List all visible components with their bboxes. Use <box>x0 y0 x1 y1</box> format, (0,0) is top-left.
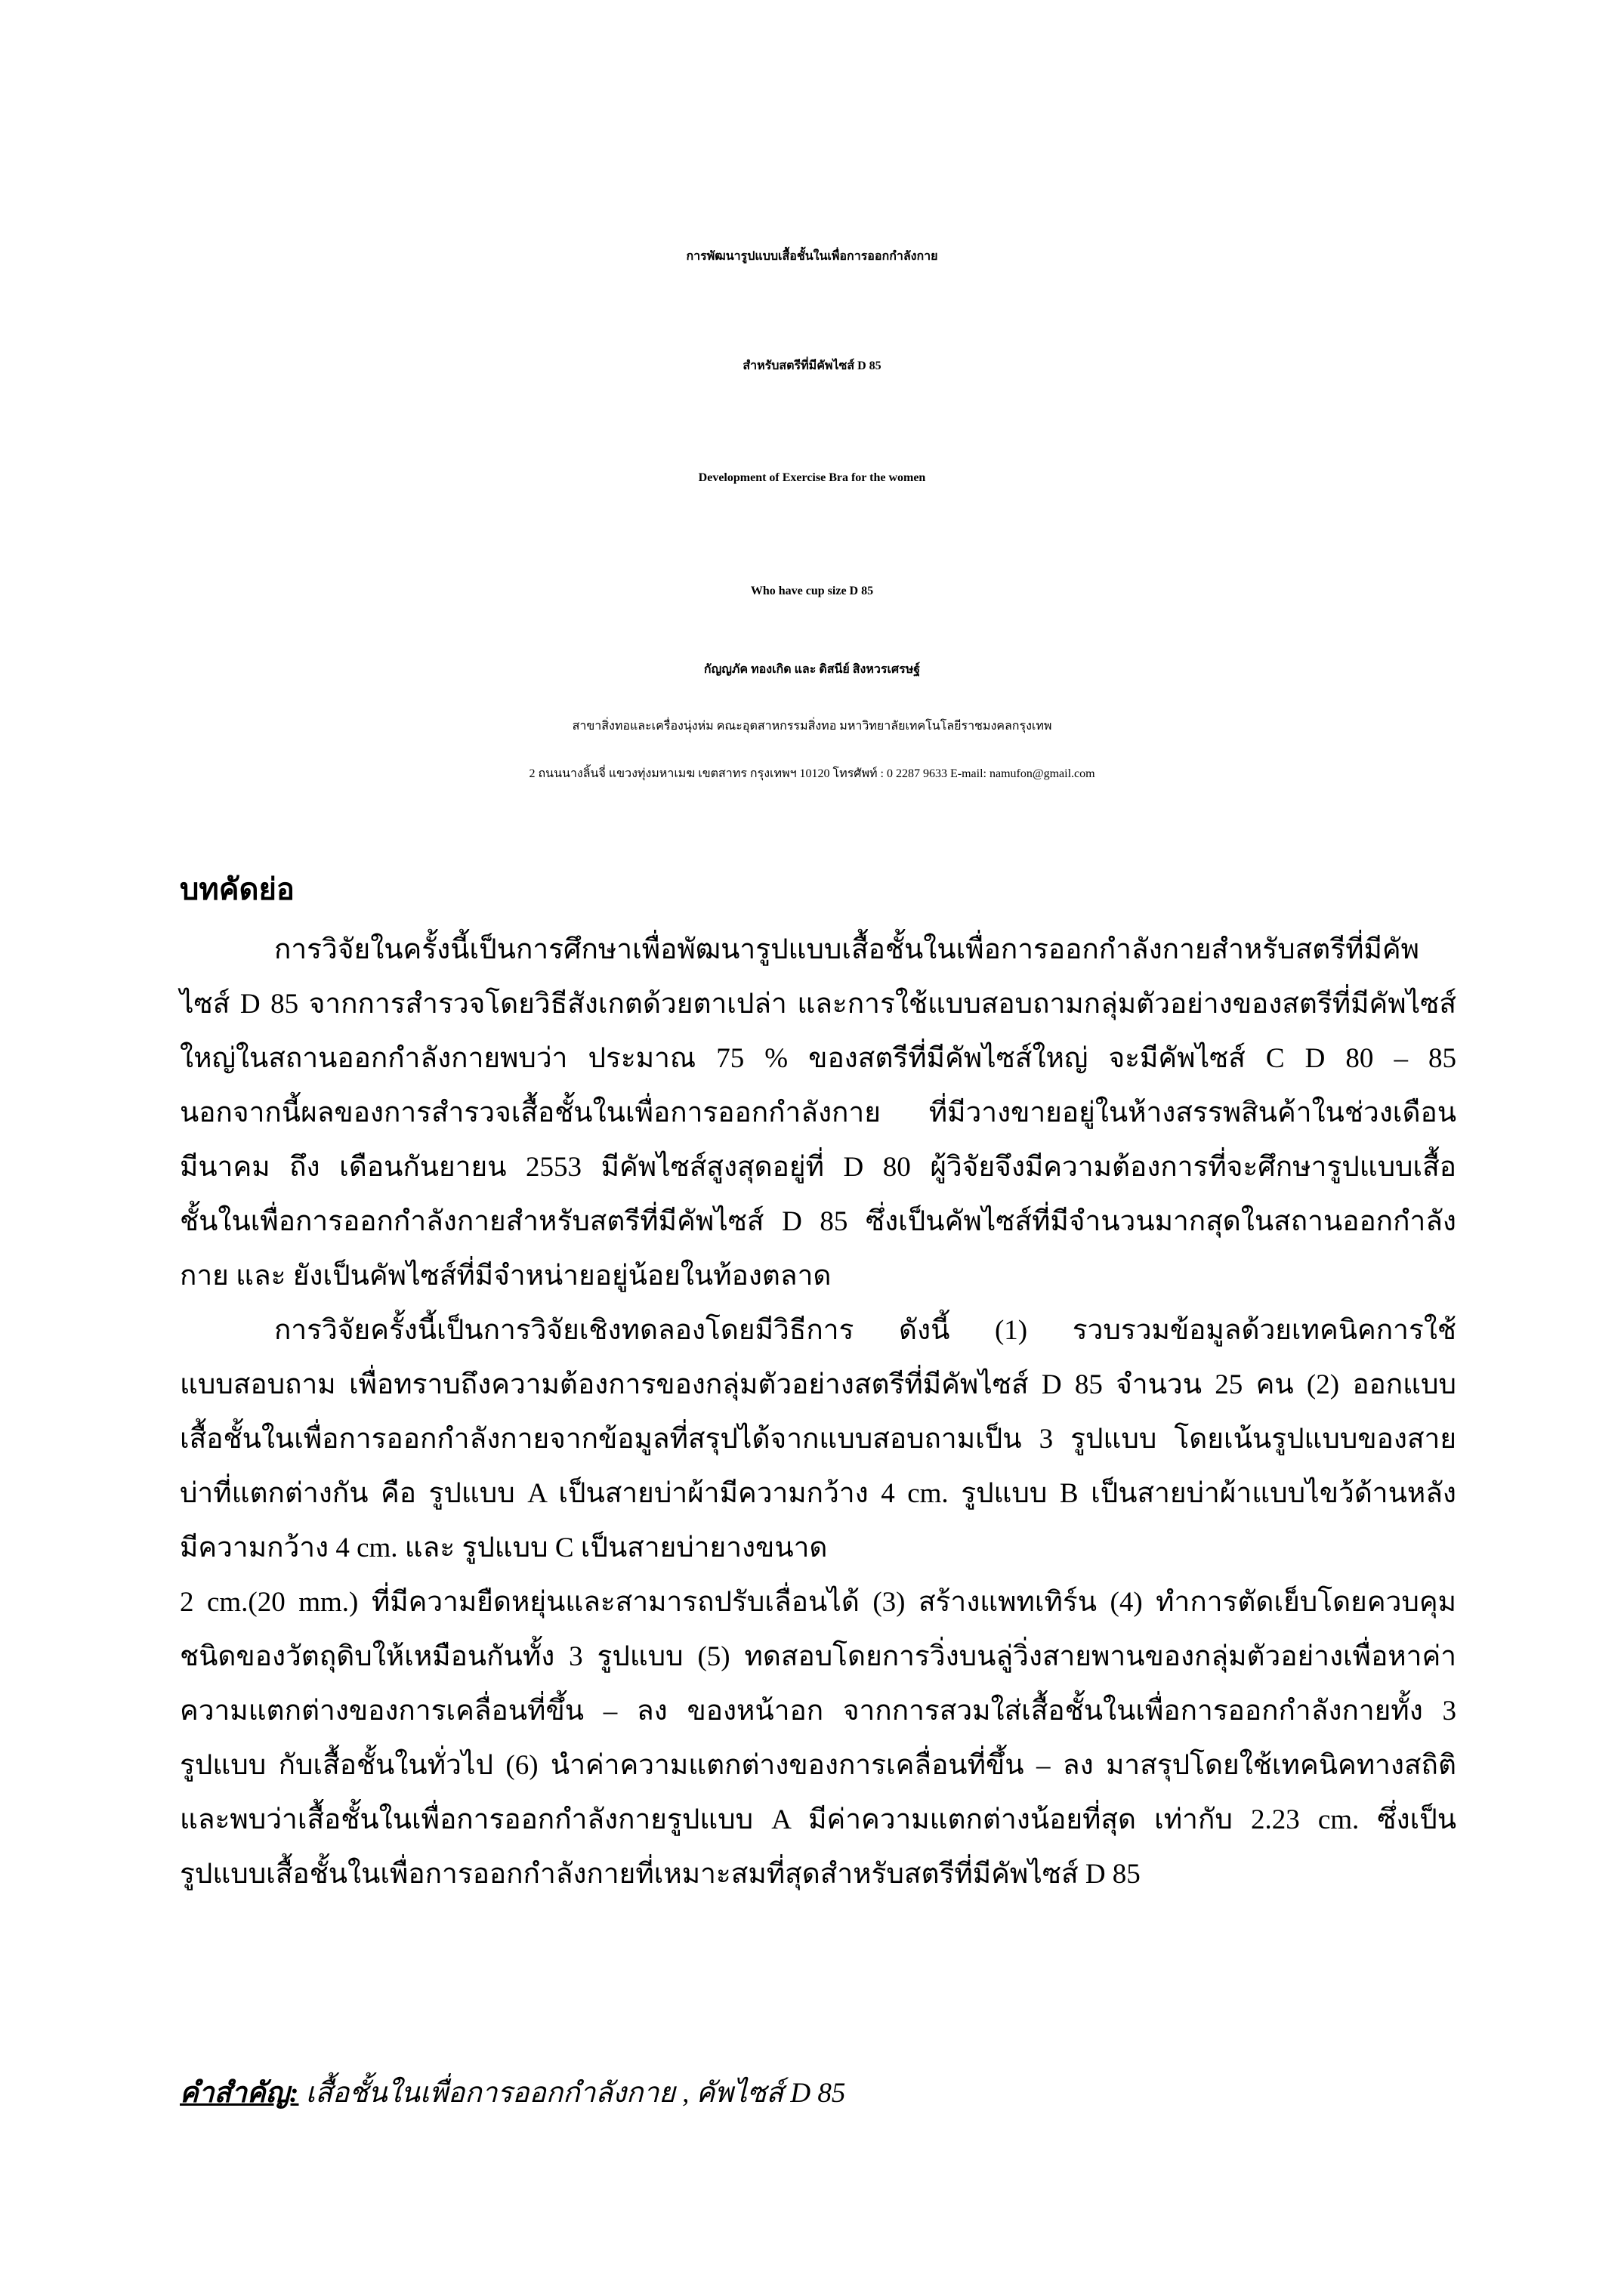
authors: กัญญภัค ทองเกิด และ ดิสนีย์ สิงหวรเศรษฐ์ <box>703 663 921 676</box>
abstract-line: กาย และ ยังเป็นคัพไซส์ที่มีจำหน่ายอยู่น้อยในท้องตลาด <box>180 1261 832 1292</box>
abstract-heading: บทคัดย่อ <box>180 872 295 906</box>
abstract-line: แบบสอบถาม เพื่อทราบถึงความต้องการของกลุ่มตัวอย่างสตรีที่มีคัพไซส์ D 85 จำนวน 25 คน (2) ออกแบบ <box>180 1369 1456 1400</box>
title-english-line-2 <box>0 536 1624 646</box>
keywords-text: เสื้อชั้นในเพื่อการออกกำลังกาย , คัพไซส์ D 85 <box>298 2078 846 2109</box>
keywords-label: คำสำคัญ: <box>180 2078 299 2109</box>
title-thai-line-1-text: การพัฒนารูปแบบเสื้อชั้นในเพื่อการออกกำลังกาย <box>686 250 938 263</box>
title-english-line-1-text: Development of Exercise Bra for the women <box>698 471 926 484</box>
title-thai-line-1 <box>0 200 1624 313</box>
abstract-line: มีนาคม ถึง เดือนกันยายน 2553 มีคัพไซส์สูงสุดอยู่ที่ D 80 ผู้วิจัยจึงมีความต้องการที่จะศึกษารูปแบบเสื้อ <box>180 1152 1456 1183</box>
abstract-line: บ่าที่แตกต่างกัน คือ รูปแบบ A เป็นสายบ่าผ้ามีความกว้าง 4 cm. รูปแบบ B เป็นสายบ่าผ้าแบบไขว้ด้านหลัง <box>180 1478 1456 1509</box>
keywords <box>180 2071 1456 2116</box>
abstract-line: และพบว่าเสื้อชั้นในเพื่อการออกกำลังกายรูปแบบ A มีค่าความแตกต่างน้อยที่สุด เท่ากับ 2.23 cm. ซึ่งเป็น <box>180 1804 1456 1835</box>
abstract-line: ชั้นในเพื่อการออกกำลังกายสำหรับสตรีที่มีคัพไซส์ D 85 ซึ่งเป็นคัพไซส์ที่มีจำนวนมากสุดในสถานออกกำลัง <box>180 1206 1456 1237</box>
title-thai-line-2-text: สำหรับสตรีที่มีคัพไซส์ D 85 <box>743 360 881 372</box>
abstract-line: มีความกว้าง 4 cm. และ รูปแบบ C เป็นสายบ่ายางขนาด <box>180 1532 828 1563</box>
abstract-line: นอกจากนี้ผลของการสำรวจเสื้อชั้นในเพื่อการออกกำลังกาย ที่มีวางขายอยู่ในห้างสรรพสินค้าในช่วงเดือน <box>180 1097 1456 1128</box>
affiliation-line-1: สาขาสิ่งทอและเครื่องนุ่งห่ม คณะอุตสาหกรรมสิ่งทอ มหาวิทยาลัยเทคโนโลยีราชมงคลกรุงเทพ <box>572 720 1052 733</box>
abstract-line: ไซส์ D 85 จากการสำรวจโดยวิธีสังเกตด้วยตาเปล่า และการใช้แบบสอบถามกลุ่มตัวอย่างของสตรีที่มีคัพไซส์ <box>180 989 1456 1020</box>
abstract-line: 2 cm.(20 mm.) ที่มีความยืดหยุ่นและสามารถปรับเลื่อนได้ (3) สร้างแพทเทิร์น (4) ทำการตัดเย็บโดยควบคุม <box>180 1587 1456 1618</box>
abstract-section <box>180 867 1456 1902</box>
abstract-line: ความแตกต่างของการเคลื่อนที่ขึ้น – ลง ของหน้าอก จากการสวมใส่เสื้อชั้นในเพื่อการออกกำลังกายทั้ง 3 <box>180 1696 1456 1727</box>
title-thai-line-2 <box>0 310 1624 423</box>
abstract-line: รูปแบบ กับเสื้อชั้นในทั่วไป (6) นำค่าความแตกต่างของการเคลื่อนที่ขึ้น – ลง มาสรุปโดยใช้เทคนิคทางสถิติ <box>180 1750 1456 1781</box>
abstract-line: ใหญ่ในสถานออกกำลังกายพบว่า ประมาณ 75 % ของสตรีที่มีคัพไซส์ใหญ่ จะมีคัพไซส์ C D 80 – 85 <box>180 1043 1456 1074</box>
affiliation-line-2: 2 ถนนนางลิ้นจี่ แขวงทุ่งมหาเมฆ เขตสาทร กรุงเทพฯ 10120 โทรศัพท์ : 0 2287 9633 E-mail: namufon@gmail.com <box>529 767 1095 780</box>
abstract-line: ชนิดของวัตถุดิบให้เหมือนกันทั้ง 3 รูปแบบ (5) ทดสอบโดยการวิ่งบนลู่วิ่งสายพานของกลุ่มตัวอย่างเพื่อหาค่า <box>180 1641 1456 1672</box>
title-english-line-2-text: Who have cup size D 85 <box>750 585 874 597</box>
abstract-line: เสื้อชั้นในเพื่อการออกกำลังกายจากข้อมูลที่สรุปได้จากแบบสอบถามเป็น 3 รูปแบบ โดยเน้นรูปแบบของสาย <box>180 1424 1456 1455</box>
abstract-line: รูปแบบเสื้อชั้นในเพื่อการออกกำลังกายที่เหมาะสมที่สุดสำหรับสตรีที่มีคัพไซส์ D 85 <box>180 1859 1141 1890</box>
title-english-line-1 <box>0 423 1624 532</box>
abstract-line: การวิจัยครั้งนี้เป็นการวิจัยเชิงทดลองโดยมีวิธีการ ดังนี้ (1) รวบรวมข้อมูลด้วยเทคนิคการใช้ <box>274 1315 1456 1346</box>
abstract-line: การวิจัยในครั้งนี้เป็นการศึกษาเพื่อพัฒนารูปแบบเสื้อชั้นในเพื่อการออกกำลังกายสำหรับสตรีที่มีคัพ <box>274 934 1420 965</box>
